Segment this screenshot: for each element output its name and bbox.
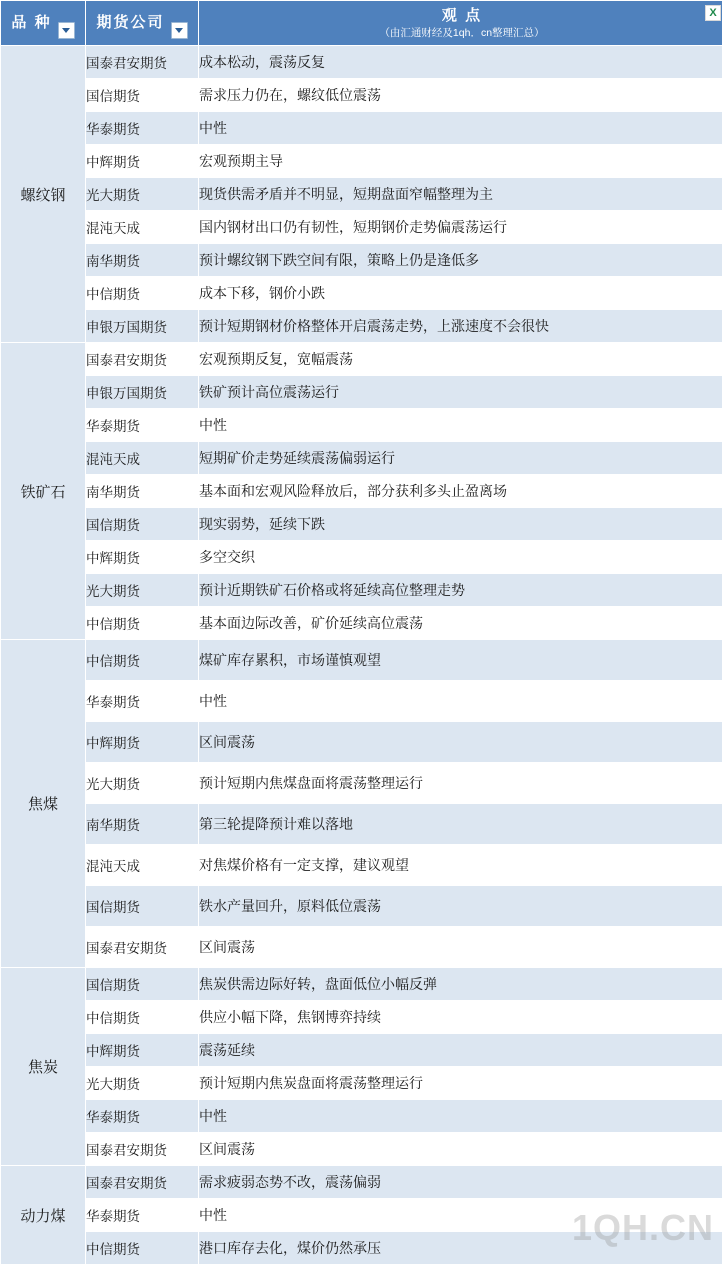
company-cell: 华泰期货 — [86, 1199, 199, 1232]
company-cell: 国信期货 — [86, 968, 199, 1001]
view-cell: 焦炭供需边际好转，盘面低位小幅反弹 — [199, 968, 722, 1001]
company-cell: 华泰期货 — [86, 112, 199, 145]
table-row — [1, 508, 722, 541]
kind-cell: 铁矿石 — [1, 343, 86, 640]
table-row — [1, 79, 722, 112]
company-cell: 光大期货 — [86, 178, 199, 211]
table-row — [1, 46, 722, 79]
view-cell: 区间震荡 — [199, 722, 722, 763]
table-row — [1, 927, 722, 968]
company-cell: 国泰君安期货 — [86, 1166, 199, 1199]
table-row — [1, 1232, 722, 1265]
filter-dropdown-company-icon[interactable] — [171, 22, 188, 39]
table-row — [1, 244, 722, 277]
company-cell: 中辉期货 — [86, 1034, 199, 1067]
table-row — [1, 640, 722, 681]
view-cell: 港口库存去化，煤价仍然承压 — [199, 1232, 722, 1265]
view-cell: 中性 — [199, 112, 722, 145]
table-row — [1, 1001, 722, 1034]
company-cell: 混沌天成 — [86, 845, 199, 886]
table-row — [1, 112, 722, 145]
table-row — [1, 968, 722, 1001]
view-cell: 铁矿预计高位震荡运行 — [199, 376, 722, 409]
column-header-kind-label: 品 种 — [11, 14, 51, 31]
company-cell: 光大期货 — [86, 1067, 199, 1100]
table-row — [1, 681, 722, 722]
kind-cell: 动力煤 — [1, 1166, 86, 1265]
table-row — [1, 1166, 722, 1199]
view-cell: 基本面边际改善，矿价延续高位震荡 — [199, 607, 722, 640]
company-cell: 中信期货 — [86, 607, 199, 640]
view-cell: 宏观预期主导 — [199, 145, 722, 178]
table-row — [1, 1199, 722, 1232]
view-cell: 煤矿库存累积，市场谨慎观望 — [199, 640, 722, 681]
table-row — [1, 1034, 722, 1067]
view-cell: 多空交织 — [199, 541, 722, 574]
company-cell: 中信期货 — [86, 640, 199, 681]
header-row — [1, 1, 722, 46]
table-header — [1, 1, 722, 46]
table-row — [1, 1067, 722, 1100]
table-row — [1, 574, 722, 607]
table-row — [1, 607, 722, 640]
excel-icon[interactable]: X — [705, 5, 721, 21]
filter-dropdown-kind-icon[interactable] — [58, 22, 75, 39]
column-header-company-label: 期货公司 — [96, 14, 164, 31]
view-cell: 供应小幅下降，焦钢博弈持续 — [199, 1001, 722, 1034]
company-cell: 申银万国期货 — [86, 310, 199, 343]
company-cell: 华泰期货 — [86, 409, 199, 442]
table-row — [1, 722, 722, 763]
company-cell: 光大期货 — [86, 763, 199, 804]
table-row — [1, 277, 722, 310]
table-row — [1, 475, 722, 508]
company-cell: 光大期货 — [86, 574, 199, 607]
table-body — [1, 46, 722, 1265]
column-header-view — [199, 1, 722, 46]
view-cell: 对焦煤价格有一定支撑，建议观望 — [199, 845, 722, 886]
view-cell: 区间震荡 — [199, 927, 722, 968]
company-cell: 国泰君安期货 — [86, 46, 199, 79]
view-cell: 短期矿价走势延续震荡偏弱运行 — [199, 442, 722, 475]
table-row — [1, 376, 722, 409]
company-cell: 华泰期货 — [86, 1100, 199, 1133]
view-cell: 预计近期铁矿石价格或将延续高位整理走势 — [199, 574, 722, 607]
table-row — [1, 845, 722, 886]
company-cell: 中辉期货 — [86, 541, 199, 574]
view-cell: 现货供需矛盾并不明显，短期盘面窄幅整理为主 — [199, 178, 722, 211]
view-cell: 国内钢材出口仍有韧性，短期钢价走势偏震荡运行 — [199, 211, 722, 244]
view-cell: 宏观预期反复，宽幅震荡 — [199, 343, 722, 376]
view-cell: 第三轮提降预计难以落地 — [199, 804, 722, 845]
view-cell: 铁水产量回升，原料低位震荡 — [199, 886, 722, 927]
kind-cell: 螺纹钢 — [1, 46, 86, 343]
company-cell: 中信期货 — [86, 1232, 199, 1265]
table-row — [1, 343, 722, 376]
company-cell: 国泰君安期货 — [86, 1133, 199, 1166]
view-cell: 区间震荡 — [199, 1133, 722, 1166]
view-cell: 需求压力仍在，螺纹低位震荡 — [199, 79, 722, 112]
table-row — [1, 211, 722, 244]
company-cell: 国信期货 — [86, 508, 199, 541]
column-header-view-label: 观 点 — [442, 7, 482, 24]
table-row — [1, 409, 722, 442]
view-cell: 基本面和宏观风险释放后，部分获利多头止盈离场 — [199, 475, 722, 508]
company-cell: 南华期货 — [86, 475, 199, 508]
company-cell: 中辉期货 — [86, 145, 199, 178]
company-cell: 南华期货 — [86, 244, 199, 277]
company-cell: 国信期货 — [86, 79, 199, 112]
company-cell: 混沌天成 — [86, 211, 199, 244]
company-cell: 混沌天成 — [86, 442, 199, 475]
company-cell: 中辉期货 — [86, 722, 199, 763]
view-cell: 需求疲弱态势不改，震荡偏弱 — [199, 1166, 722, 1199]
watermark-label: 1QH.CN — [572, 1207, 714, 1249]
table-row — [1, 804, 722, 845]
view-cell: 预计短期内焦煤盘面将震荡整理运行 — [199, 763, 722, 804]
column-header-kind — [1, 1, 86, 46]
company-cell: 国信期货 — [86, 886, 199, 927]
view-cell: 中性 — [199, 409, 722, 442]
view-cell: 震荡延续 — [199, 1034, 722, 1067]
view-cell: 预计短期钢材价格整体开启震荡走势，上涨速度不会很快 — [199, 310, 722, 343]
table-row — [1, 763, 722, 804]
column-header-company — [86, 1, 199, 46]
kind-cell: 焦炭 — [1, 968, 86, 1166]
company-cell: 国泰君安期货 — [86, 343, 199, 376]
view-cell: 预计螺纹钢下跌空间有限，策略上仍是逢低多 — [199, 244, 722, 277]
view-cell: 中性 — [199, 1199, 722, 1232]
company-cell: 南华期货 — [86, 804, 199, 845]
table-row — [1, 1133, 722, 1166]
table-row — [1, 886, 722, 927]
company-cell: 国泰君安期货 — [86, 927, 199, 968]
view-cell: 中性 — [199, 1100, 722, 1133]
kind-cell: 焦煤 — [1, 640, 86, 968]
table-row — [1, 541, 722, 574]
company-cell: 中信期货 — [86, 277, 199, 310]
table-row — [1, 310, 722, 343]
view-cell: 现实弱势，延续下跌 — [199, 508, 722, 541]
table-row — [1, 442, 722, 475]
table-row — [1, 178, 722, 211]
table-row — [1, 145, 722, 178]
company-cell: 华泰期货 — [86, 681, 199, 722]
table-row — [1, 1100, 722, 1133]
view-cell: 成本下移，钢价小跌 — [199, 277, 722, 310]
view-cell: 成本松动，震荡反复 — [199, 46, 722, 79]
column-header-view-subtitle: （由汇通财经及1qh．cn整理汇总） — [379, 27, 544, 39]
company-cell: 中信期货 — [86, 1001, 199, 1034]
company-cell: 申银万国期货 — [86, 376, 199, 409]
view-cell: 预计短期内焦炭盘面将震荡整理运行 — [199, 1067, 722, 1100]
view-cell: 中性 — [199, 681, 722, 722]
